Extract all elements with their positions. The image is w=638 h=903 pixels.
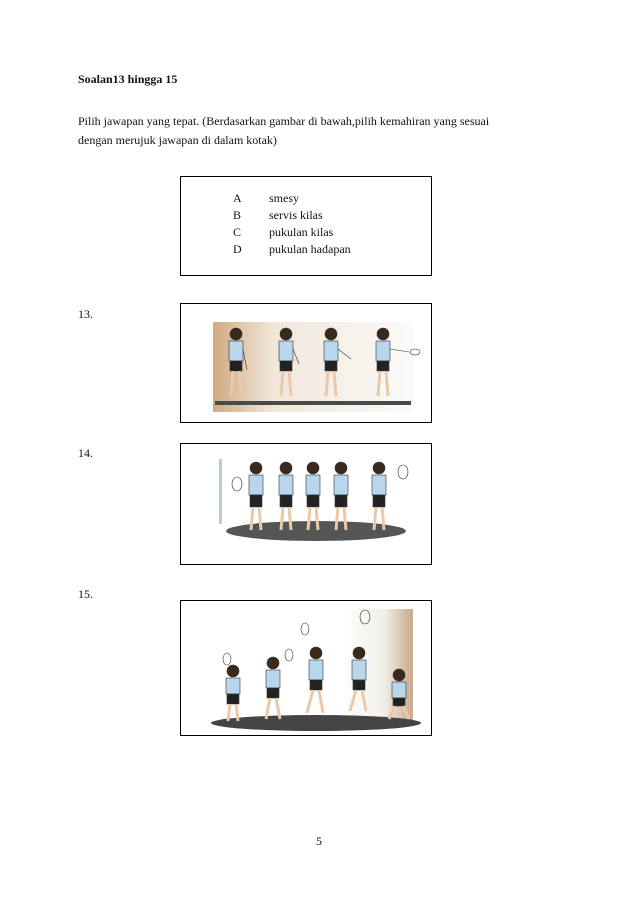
option-letter-d: D: [233, 242, 242, 256]
smash-illustration: [181, 601, 431, 735]
question-number-13: 13.: [78, 307, 93, 321]
option-letter-a: A: [233, 191, 242, 205]
option-letter-c: C: [233, 225, 242, 239]
option-text-c: pukulan kilas: [269, 225, 334, 239]
backhand-stroke-illustration: [181, 444, 431, 564]
question-14-image-box: [180, 443, 432, 565]
question-15-image-box: [180, 600, 432, 736]
question-number-15: 15.: [78, 587, 93, 601]
option-text-a: smesy: [269, 191, 299, 205]
instruction-text: [78, 112, 558, 150]
option-letter-b: B: [233, 208, 242, 222]
answer-options-box: [180, 176, 432, 276]
question-13-image-box: [180, 303, 432, 423]
page-number: 5: [316, 834, 322, 848]
backhand-serve-illustration: [181, 304, 431, 422]
section-title: Soalan13 hingga 15: [78, 72, 178, 86]
instruction-line-2: dengan merujuk jawapan di dalam kotak): [78, 133, 277, 147]
instruction-line-1: Pilih jawapan yang tepat. (Berdasarkan gambar di bawah,pilih kemahiran yang sesuai: [78, 114, 490, 128]
question-number-14: 14.: [78, 446, 93, 460]
option-text-d: pukulan hadapan: [269, 242, 351, 256]
option-text-b: servis kilas: [269, 208, 323, 222]
